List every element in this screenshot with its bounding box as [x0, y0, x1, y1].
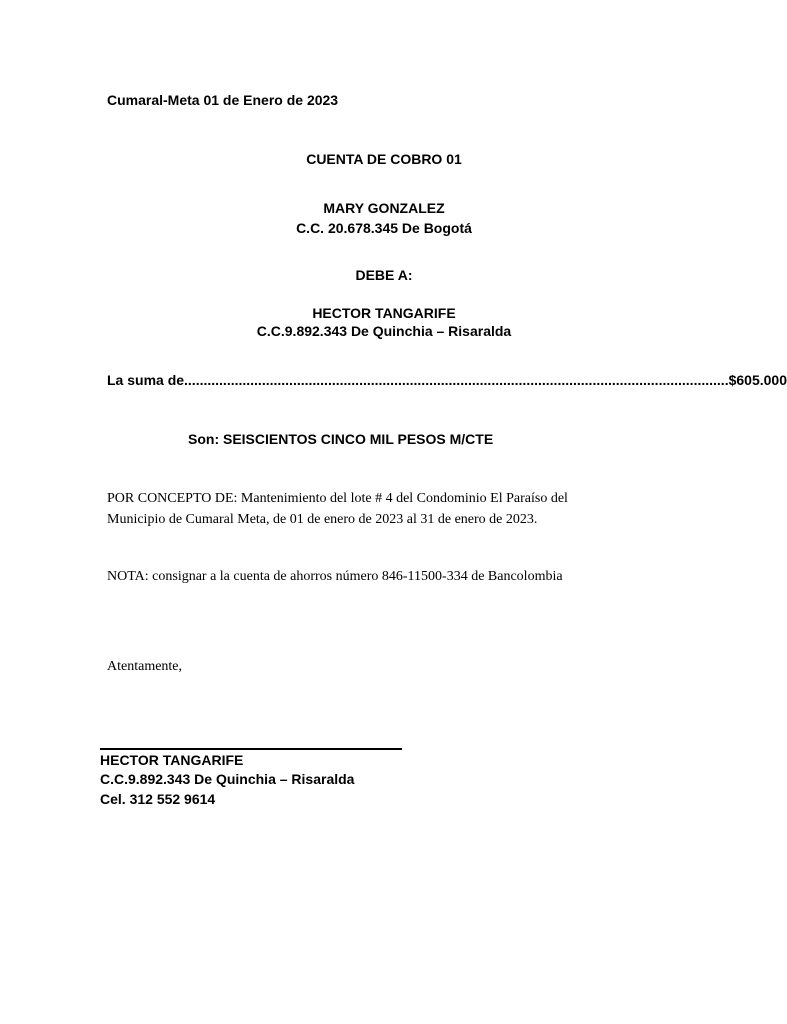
document-title: CUENTA DE COBRO 01 [306, 151, 462, 167]
amount-label: La suma de [107, 372, 185, 388]
signature-id: C.C.9.892.343 De Quinchia – Risaralda [100, 771, 355, 787]
debtor-id: C.C. 20.678.345 De Bogotá [296, 220, 472, 236]
concept-paragraph: POR CONCEPTO DE: Mantenimiento del lote # 4 del Condominio El Paraíso del Municipio de Cumaral Meta, de 01 de enero de 2023 al 31 de enero de 2023. [107, 491, 568, 527]
place-date: Cumaral-Meta 01 de Enero de 2023 [107, 92, 339, 108]
amount-value: $605.000 [728, 372, 787, 388]
debtor-name: MARY GONZALEZ [323, 200, 445, 216]
creditor-name: HECTOR TANGARIFE [312, 305, 456, 321]
signature-name: HECTOR TANGARIFE [100, 752, 244, 768]
amount-in-words: Son: SEISCIENTOS CINCO MIL PESOS M/CTE [188, 431, 494, 447]
signature-line [100, 748, 402, 750]
signature-phone: Cel. 312 552 9614 [100, 791, 216, 807]
closing-salutation: Atentamente, [107, 659, 183, 674]
note-paragraph: NOTA: consignar a la cuenta de ahorros número 846-11500-334 de Bancolombia [107, 569, 563, 584]
owes-label: DEBE A: [355, 267, 413, 283]
amount-row [107, 371, 787, 389]
amount-leader-dots: ............................................................................................................................................ [184, 372, 729, 388]
creditor-id: C.C.9.892.343 De Quinchia – Risaralda [256, 323, 512, 339]
